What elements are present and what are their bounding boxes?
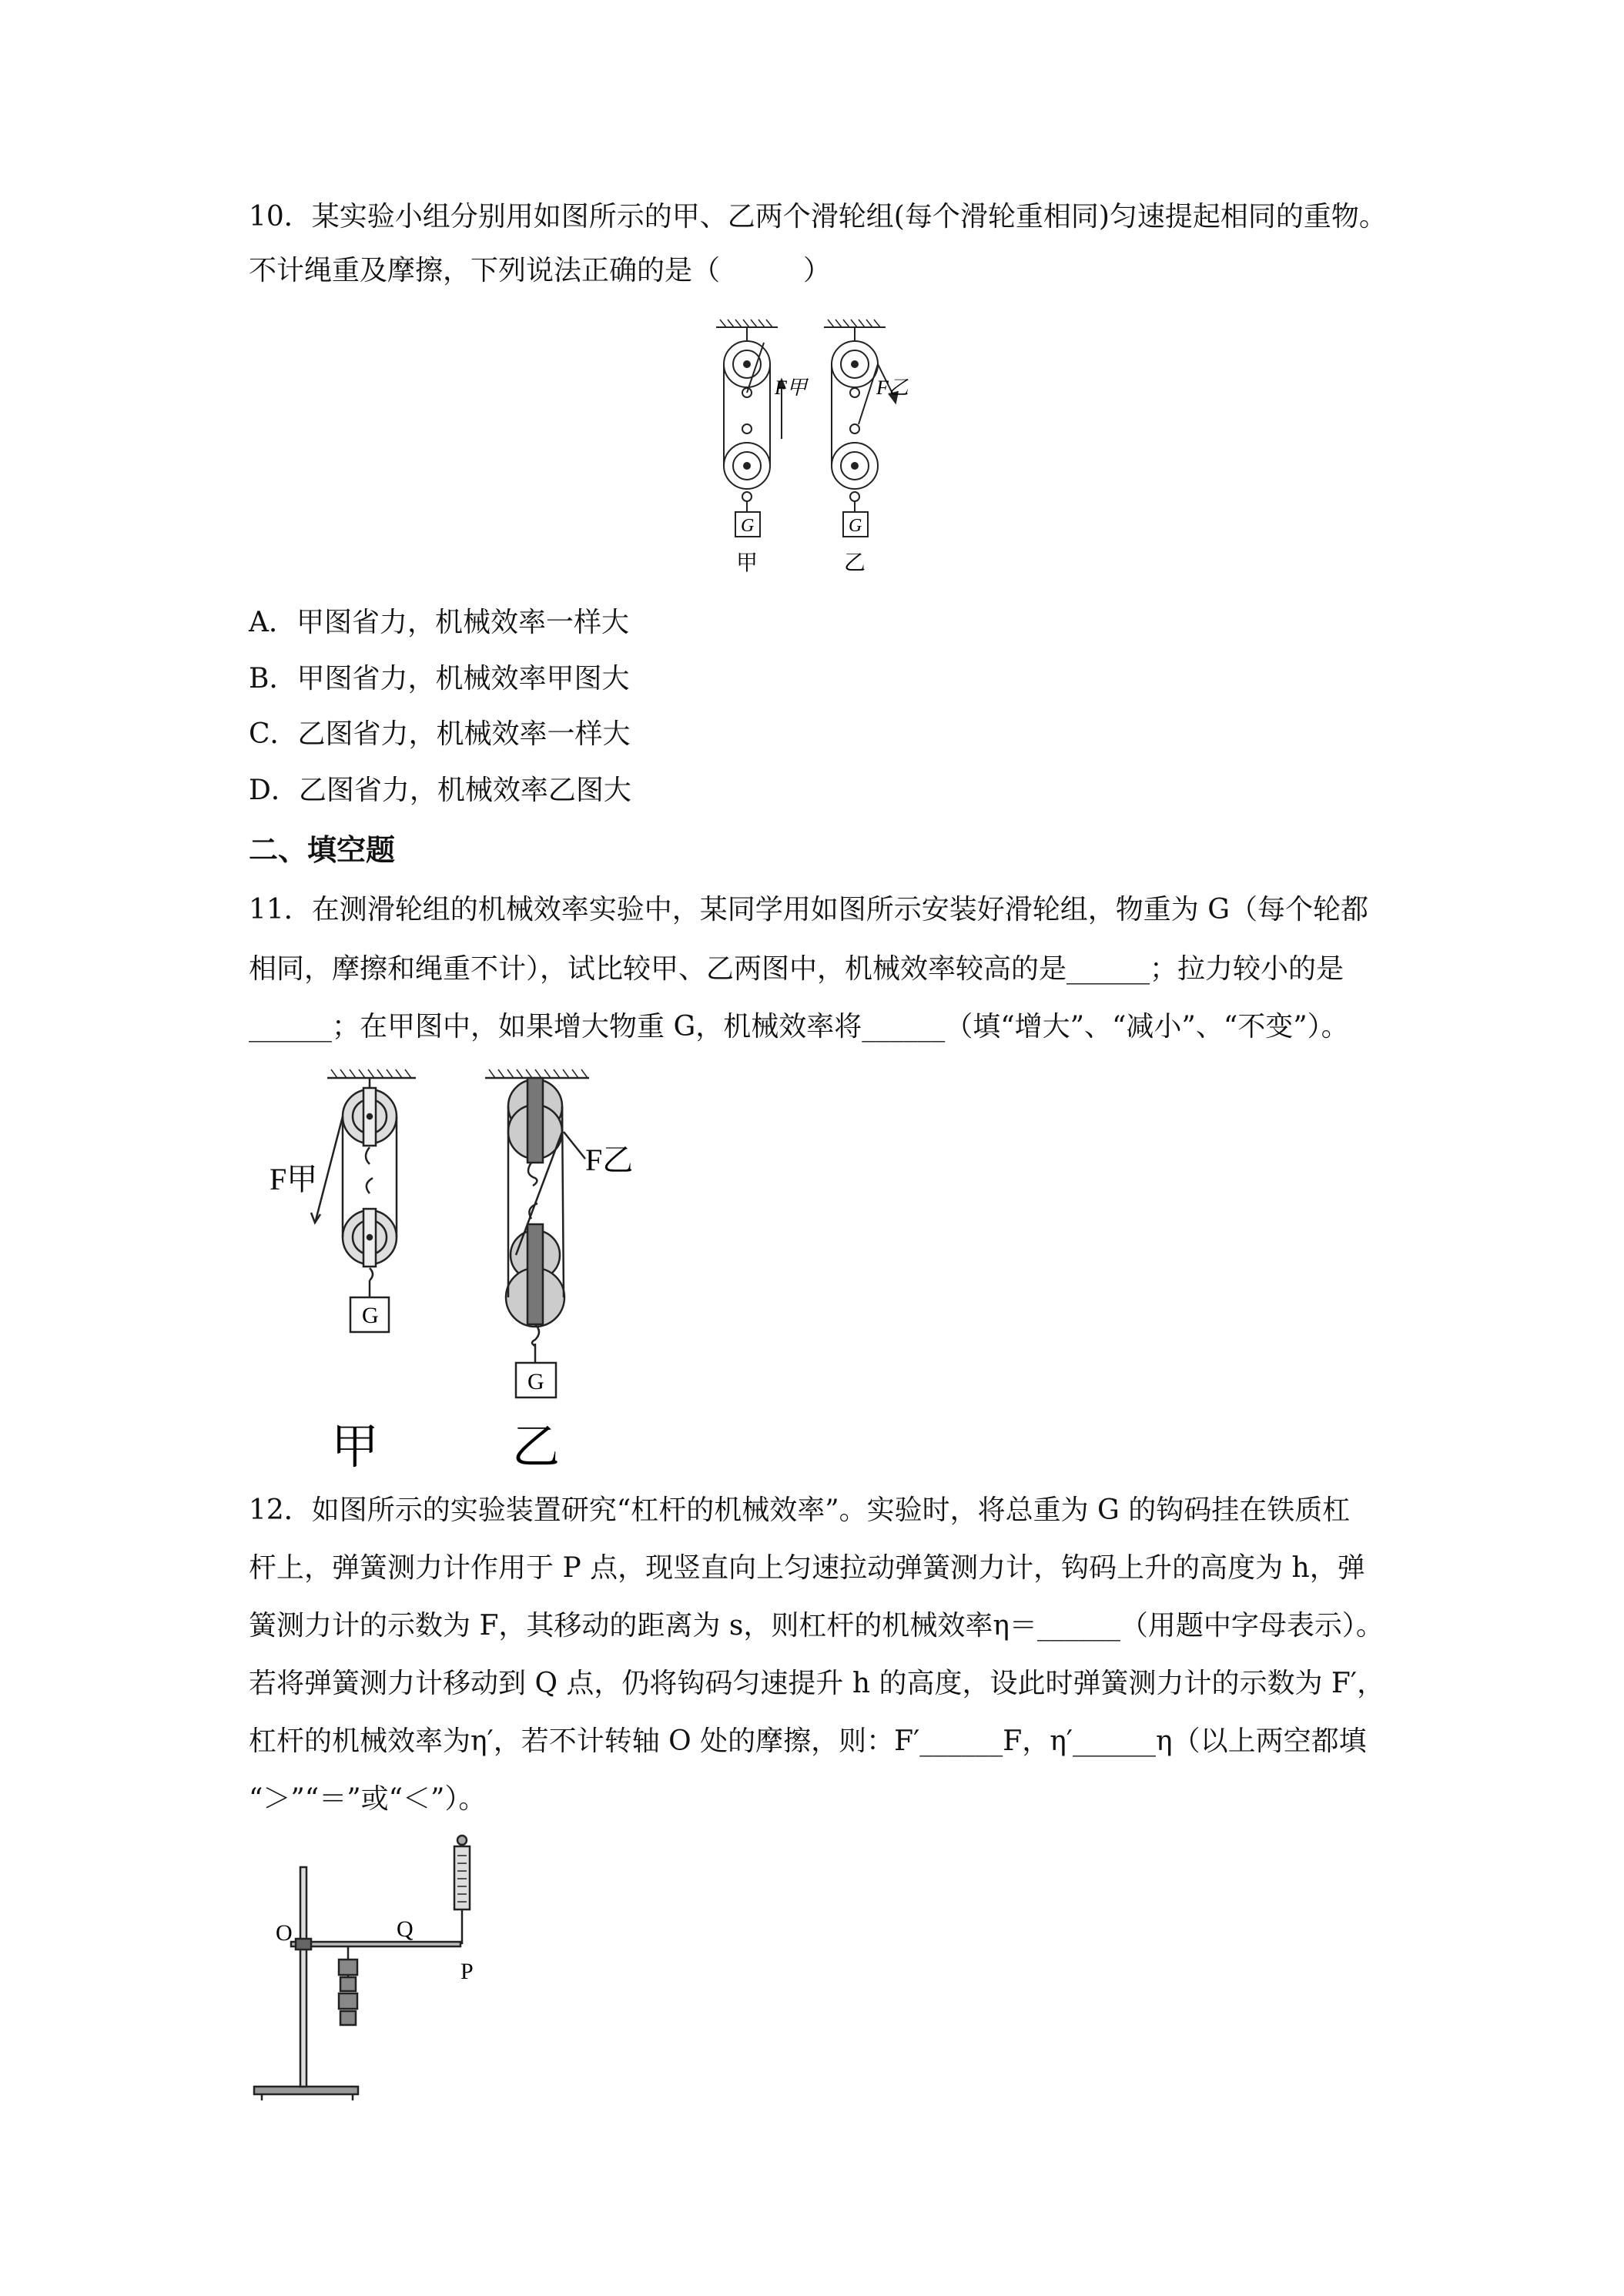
q10-option-c: C．乙图省力，机械效率一样大 <box>249 718 631 750</box>
q10-g-right-label: G <box>849 516 862 536</box>
q10-f-yi-label: F乙 <box>876 377 909 399</box>
q11-g-right-label: G <box>527 1369 544 1394</box>
q12-text-line-4: 若将弹簧测力计移动到 Q 点，仍将钩码匀速提升 h 的高度，设此时弹簧测力计的示数为 F′， <box>249 1668 1385 1699</box>
q11-caption-jia: 甲 <box>331 1421 380 1474</box>
q10-pulley-figure <box>693 312 947 581</box>
q10-g-left-label: G <box>741 516 755 536</box>
q10-option-b: B．甲图省力，机械效率甲图大 <box>249 663 630 694</box>
q10-text-line-1: 10．某实验小组分别用如图所示的甲、乙两个滑轮组(每个滑轮重相同)匀速提起相同的重物。 <box>249 201 1387 233</box>
q11-f-yi-label: F乙 <box>585 1143 634 1177</box>
q12-text-line-6: “＞”“＝”或“＜”）。 <box>249 1783 487 1815</box>
q11-f-jia-label: F甲 <box>270 1162 318 1197</box>
q12-label-o: O <box>276 1920 293 1946</box>
q12-label-q: Q <box>397 1916 414 1942</box>
q10-caption-jia: 甲 <box>736 551 758 575</box>
q11-g-left-label: G <box>362 1303 379 1328</box>
section-title: 二、填空题 <box>249 833 396 867</box>
q11-pulley-figure <box>246 1066 647 1474</box>
q10-text-line-2: 不计绳重及摩擦，下列说法正确的是（ ） <box>249 255 832 286</box>
q11-text-line-3: ______；在甲图中，如果增大物重 G，机械效率将______（填“增大”、“减小”、“不变”）。 <box>249 1011 1349 1043</box>
q12-text-line-1: 12．如图所示的实验装置研究“杠杆的机械效率”。实验时，将总重为 G 的钩码挂在铁质杠 <box>249 1494 1351 1526</box>
q10-option-a: A．甲图省力，机械效率一样大 <box>249 607 629 638</box>
q12-text-line-2: 杆上，弹簧测力计作用于 P 点，现竖直向上匀速拉动弹簧测力计，钩码上升的高度为 h，弹 <box>249 1552 1365 1584</box>
q11-caption-yi: 乙 <box>512 1421 561 1474</box>
q12-text-line-5: 杠杆的机械效率为η′，若不计转轴 O 处的摩擦，则：F′______F，η′______η（以上两空都填 <box>249 1725 1367 1757</box>
q12-label-p: P <box>460 1959 474 1984</box>
q11-text-line-2: 相同，摩擦和绳重不计），试比较甲、乙两图中，机械效率较高的是______；拉力较小的是 <box>249 953 1344 985</box>
q10-f-jia-label: F甲 <box>775 377 807 399</box>
q12-lever-figure <box>246 1832 493 2110</box>
q10-caption-yi: 乙 <box>844 551 866 575</box>
q12-text-line-3: 簧测力计的示数为 F，其移动的距离为 s，则杠杆的机械效率η＝______（用题中字母表示）。 <box>249 1610 1384 1642</box>
q11-text-line-1: 11．在测滑轮组的机械效率实验中，某同学用如图所示安装好滑轮组，物重为 G（每个轮都 <box>249 894 1369 925</box>
q10-option-d: D．乙图省力，机械效率乙图大 <box>249 775 631 806</box>
